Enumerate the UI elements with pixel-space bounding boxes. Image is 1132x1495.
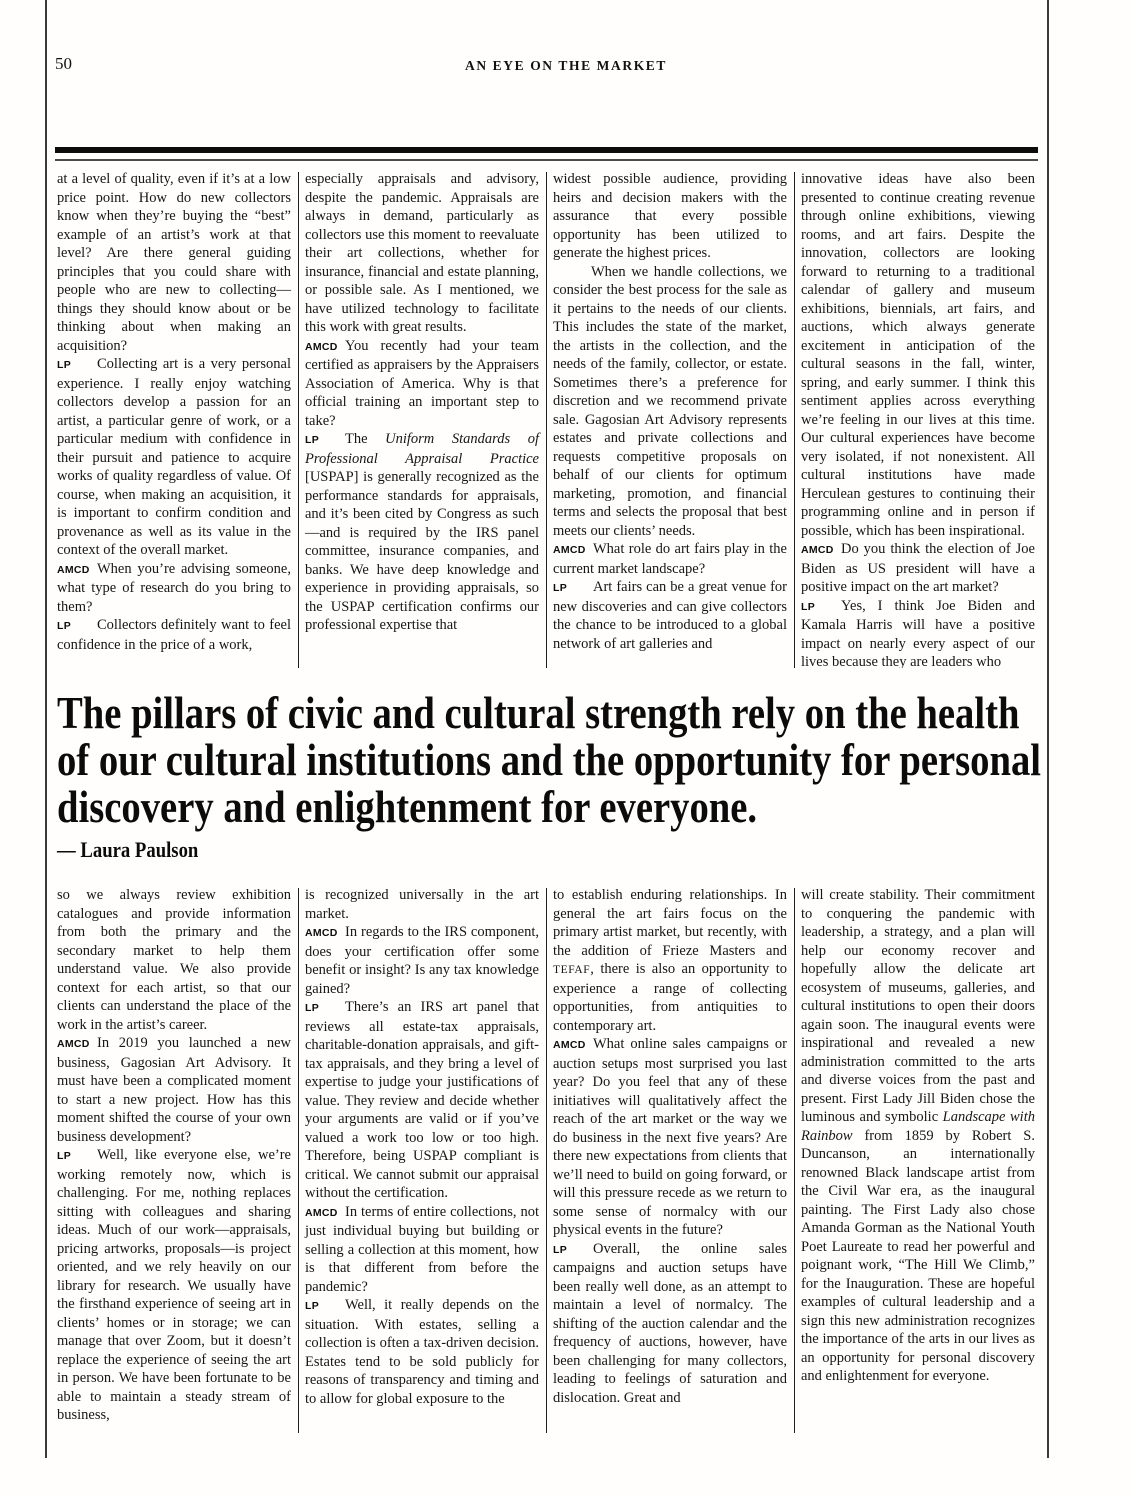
- paragraph: [553, 1240, 787, 1408]
- text-run: will create stability. Their commitment to conquering the pandemic with leadership, a strategy, and a plan will help our economy recover and hopefully allow the delicate art ecosystem of museums, galleries, and cultural institutions to open their doors again soon. The inaugural events were inspirational and revealed a new administration committed to the arts and diverse voices from the past and present. First Lady Jill Biden chose the luminous and symbolic: [801, 887, 1035, 1125]
- paragraph: [305, 923, 539, 998]
- text-run: When we handle collections, we consider the best process for the sale as it pertains to the needs of our clients. This includes the state of the market, the artists in the collection, and the needs of the family, collector, or estate. Sometimes there’s a preference for discretion and we recommend private sale. Gagosian Art Advisory represents estates and private collections and requests competitive proposals on behalf of our clients for optimum marketing, promotion, and financial terms and selects the proposal that best meets our clients’ needs.: [553, 263, 787, 539]
- text-run: You recently had your team certified as appraisers by the Appraisers Association of America. Why is that official training an important step to take?: [305, 337, 539, 429]
- text-run: so we always review exhibition catalogues and provide information from both the primary and the secondary market to help them understand value. We also provide context for each artist, so that our clients can understand the place of the work in the artist’s career.: [57, 887, 291, 1033]
- text-run: Art fairs can be a great venue for new discoveries and can give collectors the chance to be introduced to a global network of art galleries and: [553, 579, 787, 652]
- speaker-label: AMCD: [57, 563, 90, 576]
- speaker-label: AMCD: [305, 927, 338, 939]
- paragraph: [57, 1146, 291, 1425]
- text-run: from 1859 by Robert S. Duncanson, an internationally renowned Black landscape artist from the Civil War era, as the inaugural painting. The First Lady also chose Amanda Gorman as the National Youth Poet Laureate to read her powerful and poignant work, “The Hill We Climb,” for the Inauguration. These are hopeful examples of cultural leadership and a sign this new administration recognizes the importance of the arts in our lives as an opportunity for personal discovery and enlightenment for everyone.: [801, 1127, 1035, 1384]
- running-header: AN EYE ON THE MARKET: [464, 58, 668, 73]
- paragraph: [305, 886, 539, 923]
- paragraph: [553, 886, 787, 1035]
- paragraph: [553, 1035, 787, 1240]
- paragraph: [553, 263, 787, 541]
- paragraph: [305, 1203, 539, 1297]
- paragraph: [57, 1034, 291, 1146]
- quote-attribution: — Laura Paulson: [57, 837, 199, 862]
- paragraph: [801, 170, 1035, 540]
- speaker-label: LP: [305, 434, 320, 446]
- text-run: , there is also an opportunity to experience a range of collecting opportunities, from antiquities to contemporary art.: [553, 961, 787, 1034]
- text-run: In terms of entire collections, not just individual buying but building or selling a collection at this moment, how is that different from before the pandemic?: [305, 1203, 539, 1295]
- speaker-label: LP: [801, 600, 816, 613]
- text-run: In regards to the IRS component, does your certification offer some benefit or insight? Is any tax knowledge gained?: [305, 924, 539, 997]
- header-rule-thin: [55, 159, 1038, 161]
- text-run: at a level of quality, even if it’s at a low price point. How do new collectors know when they’re buying the “best” example of an artist’s work at that level? Are there general guiding principles that you could share with people who are new to collecting—things they should know about or be thinking about when making an acquisition?: [57, 171, 291, 354]
- bottom-text-section: [57, 886, 1035, 1431]
- text-column: [801, 170, 1035, 668]
- text-run: innovative ideas have also been presented to continue creating revenue through online exhibitions, viewing rooms, and art fairs. Despite the innovation, collectors are looking forward to returning to a traditional calendar of gallery and museum exhibitions, biennials, art fairs, and auctions, which always generate excitement in anticipation of the cultural seasons in the fall, winter, spring, and early summer. I think this sentiment applies across everything we’re feeling in our lives at this time. Our cultural experiences have become very isolated, if not nonexistent. All cultural institutions have made Herculean gestures to continuing their programming online and in person if possible, which has been inspirational.: [801, 171, 1035, 539]
- speaker-label: LP: [57, 1150, 72, 1162]
- header-rule-thick: [55, 147, 1038, 153]
- text-run: Landscape with Rainbow: [801, 1109, 1035, 1144]
- paragraph: [553, 540, 787, 578]
- top-text-section: [57, 170, 1035, 668]
- text-run: In 2019 you launched a new business, Gagosian Art Advisory. It must have been a complicated moment to start a new project. How has this moment shifted the course of your own business development?: [57, 1035, 291, 1145]
- paragraph: [801, 886, 1035, 1386]
- paragraph: [57, 886, 291, 1034]
- paragraph: [57, 355, 291, 560]
- pull-quote-line: of our cultural institutions and the opportunity for personal: [57, 734, 1042, 785]
- paragraph: [553, 578, 787, 653]
- paragraph: [305, 430, 539, 635]
- paragraph: [57, 560, 291, 617]
- text-run: Uniform Standards of Professional Appraisal Practice: [305, 431, 540, 467]
- paragraph: [57, 616, 291, 654]
- text-run: is recognized universally in the art market.: [305, 887, 539, 922]
- paragraph: [305, 998, 539, 1203]
- paragraph: [553, 170, 787, 263]
- speaker-label: AMCD: [305, 1206, 338, 1219]
- text-column: [553, 886, 787, 1431]
- speaker-label: AMCD: [553, 1039, 586, 1051]
- speaker-label: LP: [57, 359, 72, 371]
- text-run: Overall, the online sales campaigns and auction setups have been really well done, as an attempt to maintain a level of normalcy. The shifting of the auction calendar and the frequency of auctions, however, have been challenging for many collectors, leading to feelings of saturation and dislocation. Great and: [553, 1240, 787, 1406]
- text-run: When you’re advising someone, what type of research do you bring to them?: [57, 560, 291, 615]
- left-page-edge-line: [45, 0, 47, 1458]
- text-run: [USPAP] is generally recognized as the performance standards for appraisals, and it’s been cited by Congress as such—and is required by the IRS panel committee, insurance companies, and banks. We have deep knowledge and experience in providing appraisals, so the USPAP certification confirms our professional expertise that: [305, 469, 539, 633]
- text-column: [57, 170, 291, 668]
- text-run: What online sales campaigns or auction setups most surprised you last year? Do you feel that any of these initiatives will qualitatively affect the reach of the art market or the way we do business in the next five years? Are there new expectations from clients that we’ll need to build on going forward, or will this pressure recede as we return to some sense of normalcy with our physical events in the future?: [553, 1036, 787, 1238]
- text-run: Well, like everyone else, we’re working remotely now, which is challenging. For me, nothing replaces sitting with colleagues and sharing ideas. Much of our work—appraisals, pricing artworks, proposals—is project oriented, and we rely heavily on our library for research. We usually have the firsthand experience of seeing art in clients’ homes or in storage; we can manage that over Zoom, but it doesn’t replace the experience of seeing the art in person. We have been fortunate to be able to maintain a steady stream of business,: [57, 1147, 291, 1423]
- text-run: Yes, I think Joe Biden and Kamala Harris will have a positive impact on nearly every aspect of our lives because they are leaders who: [801, 597, 1035, 668]
- speaker-label: AMCD: [553, 544, 586, 556]
- speaker-label: LP: [305, 1002, 320, 1014]
- text-column: [57, 886, 291, 1431]
- page-number: 50: [55, 54, 72, 73]
- text-run: especially appraisals and advisory, despite the pandemic. Appraisals are always in demand, particularly as collectors use this moment to reevaluate their art collections, whether for insurance, financial and estate planning, or possible sale. As I mentioned, we have utilized technology to facilitate this work with great results.: [305, 171, 539, 335]
- text-run: widest possible audience, providing heirs and decision makers with the assurance that every possible opportunity has been utilized to generate the highest prices.: [553, 171, 787, 261]
- speaker-label: LP: [57, 620, 72, 632]
- text-column: [305, 170, 539, 668]
- text-run: There’s an IRS art panel that reviews all estate-tax appraisals, charitable-donation appraisals, and gift-tax appraisals, and they bring a level of expertise to judge your justifications of value. They review and decide whether your arguments are valid or if you’ve valued a work too low or too high. Therefore, being USPAP compliant is critical. We cannot submit our appraisal without the certification.: [305, 999, 539, 1201]
- paragraph: [801, 597, 1035, 669]
- text-run: TEFAF: [553, 964, 591, 976]
- speaker-label: LP: [553, 1243, 568, 1256]
- pull-quote-line: The pillars of civic and cultural strength rely on the health: [57, 687, 1020, 738]
- text-column: [305, 886, 539, 1431]
- text-run: What role do art fairs play in the current market landscape?: [553, 541, 787, 577]
- text-run: to establish enduring relationships. In general the art fairs focus on the primary artist market, but recently, with the addition of Frieze Masters and: [553, 887, 787, 959]
- paragraph: [305, 337, 539, 431]
- speaker-label: AMCD: [57, 1038, 90, 1050]
- text-run: Collecting art is a very personal experience. I really enjoy watching collectors develop a passion for an artist, a particular genre of work, or a particular medium with confidence in their pursuit and patience to acquire works of quality regardless of value. Of course, when making an acquisition, it is important to confirm condition and provenance as well as its value in the context of the overall market.: [57, 356, 291, 558]
- paragraph: [305, 1296, 539, 1408]
- text-run: Collectors definitely want to feel confidence in the price of a work,: [57, 617, 291, 653]
- pull-quote-line: discovery and enlightenment for everyone.: [57, 781, 758, 832]
- speaker-label: LP: [553, 582, 568, 594]
- text-run: Well, it really depends on the situation. With estates, selling a collection is often a tax-driven decision. Estates tend to be sold publicly for reasons of transparency and timing and to allow for global exposure to the: [305, 1297, 539, 1407]
- paragraph: [801, 540, 1035, 597]
- speaker-label: AMCD: [305, 340, 338, 353]
- text-run: The: [345, 431, 386, 447]
- speaker-label: AMCD: [801, 544, 834, 556]
- pull-quote: [57, 689, 1132, 830]
- text-run: Do you think the election of Joe Biden as US president will have a positive impact on the art market?: [801, 541, 1035, 595]
- paragraph: [57, 170, 291, 355]
- paragraph: [305, 170, 539, 337]
- text-column: [801, 886, 1035, 1431]
- speaker-label: LP: [305, 1300, 320, 1312]
- text-column: [553, 170, 787, 668]
